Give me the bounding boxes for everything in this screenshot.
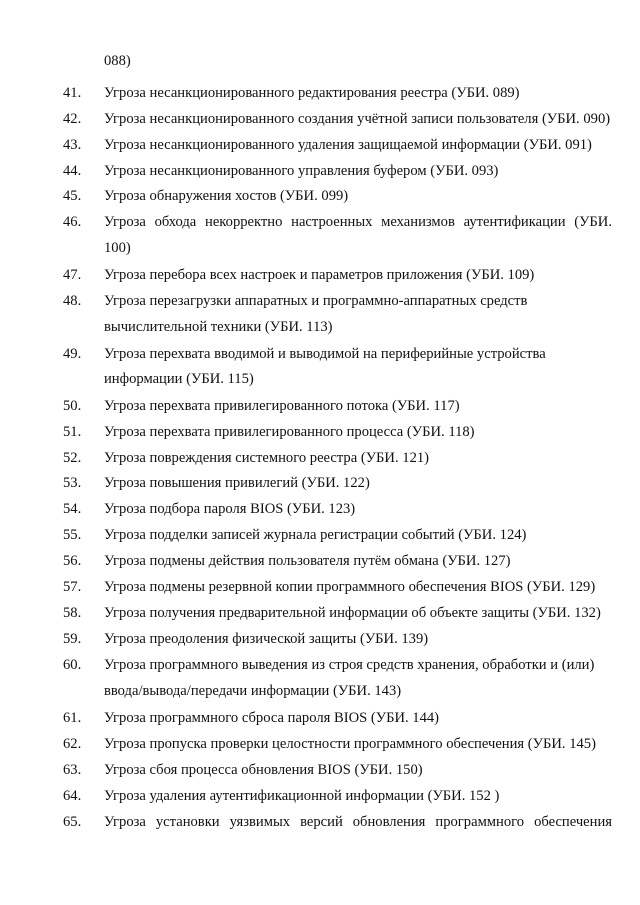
- list-item-number: 48.: [63, 293, 82, 309]
- list-item-number: 52.: [63, 450, 82, 466]
- list-item-text: Угроза перехвата привилегированного процесса (УБИ. 118): [104, 424, 475, 440]
- list-item-text: Угроза удаления аутентификационной информации (УБИ. 152 ): [104, 788, 500, 804]
- list-item-text: Угроза программного сброса пароля BIOS (УБИ. 144): [104, 710, 440, 726]
- list-item-number: 43.: [63, 137, 82, 153]
- list-item-number: 65.: [63, 814, 82, 830]
- list-item-text: Угроза несанкционированного редактирования реестра (УБИ. 089): [104, 85, 520, 101]
- list-item-text: 100): [104, 240, 131, 256]
- list-item-text: Угроза несанкционированного создания учётной записи пользователя (УБИ. 090): [104, 111, 611, 127]
- list-item-text: Угроза несанкционированного удаления защищаемой информации (УБИ. 091): [104, 137, 592, 153]
- list-item-text: Угроза перезагрузки аппаратных и программно-аппаратных средств: [104, 293, 528, 309]
- list-item-text: Угроза перехвата вводимой и выводимой на периферийные устройства: [104, 346, 546, 362]
- list-item-text: Угроза перебора всех настроек и параметров приложения (УБИ. 109): [104, 267, 535, 283]
- list-item-number: 54.: [63, 501, 82, 517]
- list-item-number: 61.: [63, 710, 82, 726]
- list-item-number: 41.: [63, 85, 82, 101]
- list-item-number: 47.: [63, 267, 82, 283]
- list-item-number: 46.: [63, 214, 82, 230]
- list-item-text: Угроза подбора пароля BIOS (УБИ. 123): [104, 501, 356, 517]
- list-item-text: Угроза обхода некорректно настроенных механизмов аутентификации (УБИ.: [104, 214, 612, 230]
- list-item-number: 64.: [63, 788, 82, 804]
- list-item-number: 62.: [63, 736, 82, 752]
- list-item-text: Угроза обнаружения хостов (УБИ. 099): [104, 188, 349, 204]
- list-item-text: информации (УБИ. 115): [104, 371, 254, 387]
- list-item-number: 57.: [63, 579, 82, 595]
- list-item-text: вычислительной техники (УБИ. 113): [104, 319, 333, 335]
- list-item-text: Угроза повреждения системного реестра (УБИ. 121): [104, 450, 430, 466]
- list-item-text: Угроза перехвата привилегированного потока (УБИ. 117): [104, 398, 460, 414]
- list-item-text: 088): [104, 53, 131, 69]
- list-item-text: Угроза установки уязвимых версий обновления программного обеспечения: [104, 814, 612, 830]
- list-item-text: ввода/вывода/передачи информации (УБИ. 143): [104, 683, 402, 699]
- list-item-text: Угроза повышения привилегий (УБИ. 122): [104, 475, 370, 491]
- list-item-number: 59.: [63, 631, 82, 647]
- list-item-text: Угроза получения предварительной информации об объекте защиты (УБИ. 132): [104, 605, 601, 621]
- list-item-number: 51.: [63, 424, 82, 440]
- list-item-number: 58.: [63, 605, 82, 621]
- list-item-number: 60.: [63, 657, 82, 673]
- list-item-text: Угроза несанкционированного управления буфером (УБИ. 093): [104, 163, 499, 179]
- list-item-text: Угроза пропуска проверки целостности программного обеспечения (УБИ. 145): [104, 736, 596, 752]
- list-item-text: Угроза программного выведения из строя средств хранения, обработки и (или): [104, 657, 595, 673]
- list-item-number: 50.: [63, 398, 82, 414]
- list-item-text: Угроза преодоления физической защиты (УБИ. 139): [104, 631, 429, 647]
- list-item-number: 63.: [63, 762, 82, 778]
- list-item-text: Угроза сбоя процесса обновления BIOS (УБИ. 150): [104, 762, 423, 778]
- list-item-text: Угроза подмены резервной копии программного обеспечения BIOS (УБИ. 129): [104, 579, 596, 595]
- list-item-text: Угроза подделки записей журнала регистрации событий (УБИ. 124): [104, 527, 527, 543]
- list-item-text: Угроза подмены действия пользователя путём обмана (УБИ. 127): [104, 553, 511, 569]
- list-item-number: 44.: [63, 163, 82, 179]
- list-item-number: 56.: [63, 553, 82, 569]
- list-item-number: 49.: [63, 346, 82, 362]
- list-item-number: 53.: [63, 475, 82, 491]
- list-item-number: 55.: [63, 527, 82, 543]
- list-item-number: 45.: [63, 188, 82, 204]
- list-item-number: 42.: [63, 111, 82, 127]
